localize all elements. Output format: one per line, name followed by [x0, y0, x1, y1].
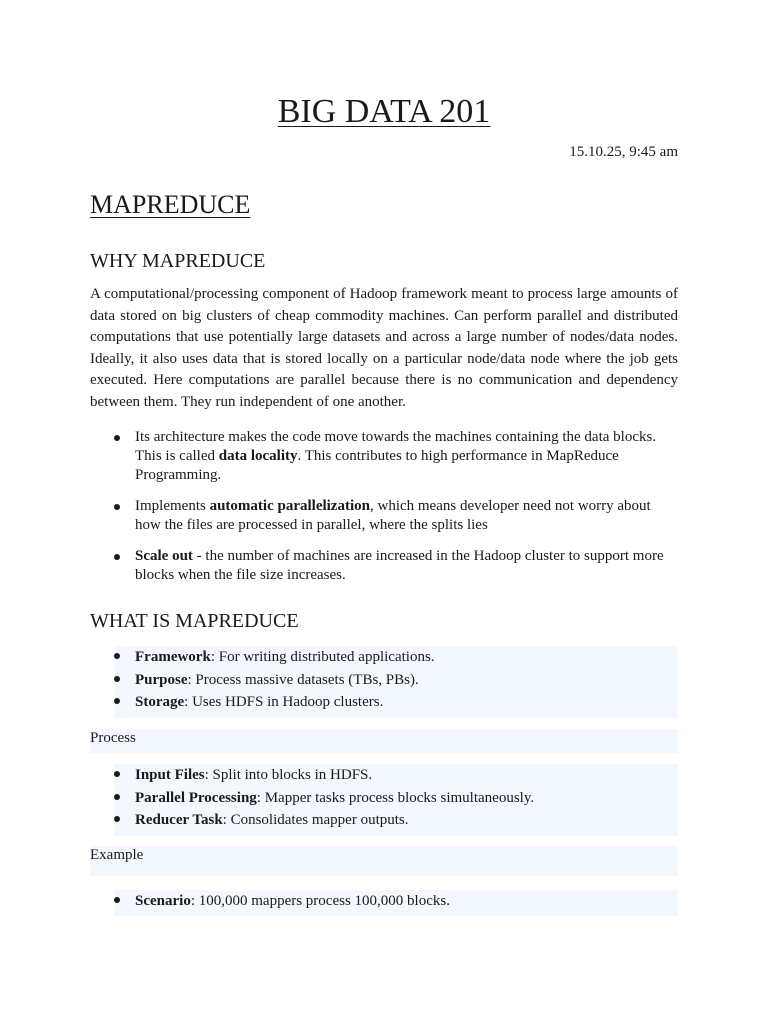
list-item: Scale out - the number of machines are increased in the Hadoop cluster to support more blocks when the file size increases. [90, 547, 678, 585]
list-item: Its architecture makes the code move towards the machines containing the data blocks. This is called data locality. This contributes to high performance in MapReduce Programming. [90, 428, 678, 485]
list-item: Storage: Uses HDFS in Hadoop clusters. [114, 691, 678, 718]
bullet-icon [114, 554, 120, 560]
bullet-icon [114, 653, 120, 659]
document-title: BIG DATA 201 [277, 93, 491, 130]
heading-why-mapreduce: WHY MAPREDUCE [90, 250, 266, 272]
list-item: Framework: For writing distributed applications. [114, 646, 678, 669]
process-label: Process [90, 729, 678, 753]
example-label: Example [90, 846, 678, 876]
bullet-icon [114, 698, 120, 704]
list-item: Implements automatic parallelization, which means developer need not worry about how the files are processed in parallel, where the splits lies [90, 497, 678, 535]
why-mapreduce-paragraph: A computational/processing component of Hadoop framework meant to process large amounts of data stored on big clusters of cheap commodity machines. Can perform parallel and distributed computations that use potentially large datasets and across a large number of nodes/data nodes. Ideally, it also uses data that is stored locally on a particular node/data node where the job gets executed. Here computations are parallel because there is no communication and dependency between them. They run independent of one another. [90, 286, 678, 410]
what-is-mapreduce-bullets [90, 646, 678, 718]
bullet-icon [114, 794, 120, 800]
bullet-icon [114, 435, 120, 441]
process-bullets [90, 764, 678, 836]
why-mapreduce-bullets [90, 428, 678, 597]
bullet-icon [114, 504, 120, 510]
section-heading-mapreduce: MAPREDUCE [90, 190, 251, 219]
heading-what-is-mapreduce: WHAT IS MAPREDUCE [90, 610, 299, 632]
bullet-icon [114, 771, 120, 777]
document-date: 15.10.25, 9:45 am [569, 144, 678, 160]
list-item: Parallel Processing: Mapper tasks process blocks simultaneously. [114, 787, 678, 810]
example-bullets [90, 890, 678, 916]
list-item: Scenario: 100,000 mappers process 100,000 blocks. [114, 890, 678, 916]
list-item: Reducer Task: Consolidates mapper outputs. [114, 809, 678, 836]
bullet-icon [114, 676, 120, 682]
list-item: Purpose: Process massive datasets (TBs, PBs). [114, 669, 678, 692]
bullet-icon [114, 897, 120, 903]
list-item: Input Files: Split into blocks in HDFS. [114, 764, 678, 787]
bullet-icon [114, 816, 120, 822]
